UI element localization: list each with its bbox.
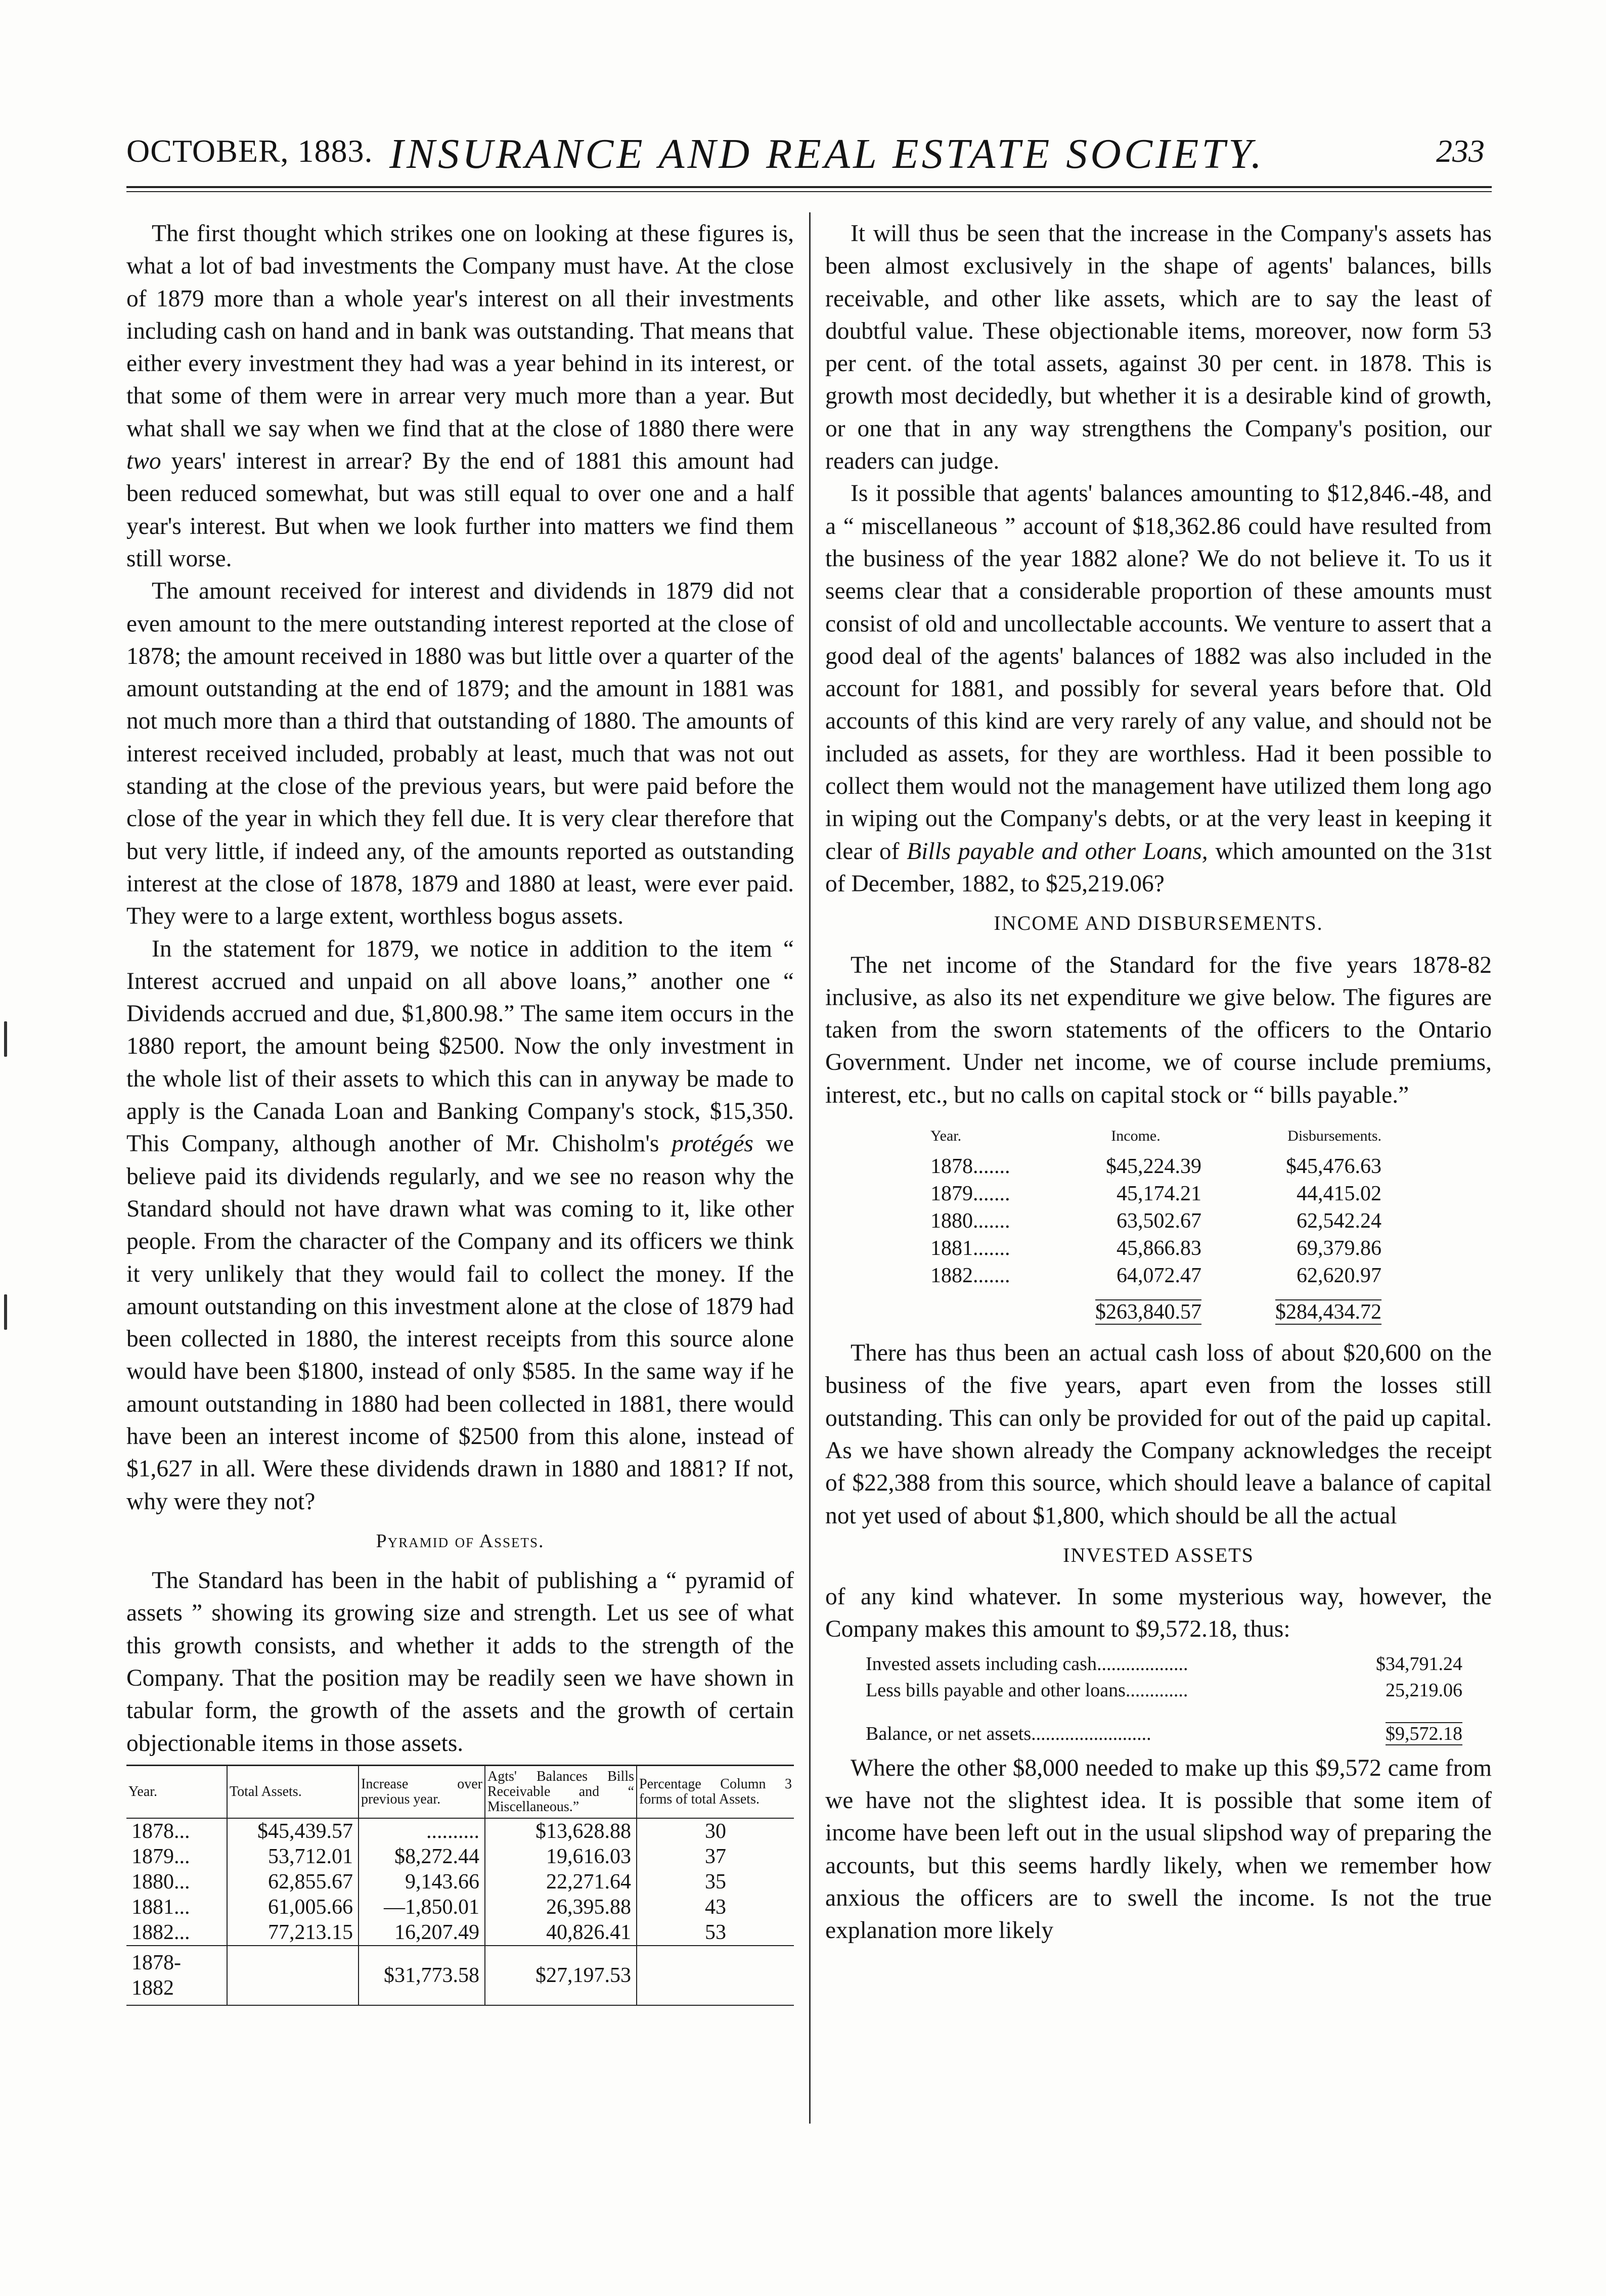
paragraph: The Standard has been in the habit of publishing a “ pyramid of assets ” showing its growing size and strength. Let us see of what this growth consists, and whether it adds to the strength of the Company. That the position may be readily seen we have shown in tabular form, the growth of the assets and the growth of certain objectionable items in those assets.	[126, 1567, 794, 1757]
column-header: Year.	[930, 1128, 962, 1145]
table-row: 1880....... 63,502.67 62,542.24	[930, 1209, 1381, 1233]
journal-title: INSURANCE AND REAL ESTATE SOCIETY.	[389, 130, 1265, 177]
header-rule	[126, 186, 1492, 192]
paragraph: of any kind whatever. In some mysterious way, however, the Company makes this amount to $9,572.18, thus:	[825, 1584, 1492, 1643]
statement-balance-row: Balance, or net assets......................... $9,572.18	[866, 1723, 1462, 1744]
paragraph: The first thought which strikes one on looking at these figures is, what a lot of bad investments the Company must have. At the close of 1879 more than a whole year's interest on all their investments including cash on hand and in bank was outstanding. That means that either every investment they had was a year behind in its interest, or that some of them were in arrear very much more than a year. But what shall we say when we find that at the close of 1880 there were two years' interest in arrear? By the end of 1881 this amount had been reduced somewhat, but was still equal to over one and a half year's interest. But when we look further into matters we find them still worse.	[126, 220, 794, 572]
table-row: 1879....... 45,174.21 44,415.02	[930, 1182, 1381, 1206]
table-row: 1878....... $45,224.39 $45,476.63	[930, 1155, 1381, 1179]
column-header: Disbursements.	[1287, 1128, 1381, 1145]
paragraph: It will thus be seen that the increase in the Company's assets has been almost exclusively in the shape of agents' balances, bills receivable, and other like assets, which are to say the least of doubtful value. These objectionable items, moreover, now form 53 per cent. of the total assets, against 30 per cent. in 1878. This is growth most decidedly, but whether it is a desirable kind of growth, or one that in any way strengthens the Company's position, our readers can judge.	[825, 220, 1492, 475]
column-header: Income.	[1111, 1128, 1161, 1145]
paragraph: In the statement for 1879, we notice in addition to the item “ Interest accrued and unpaid on all above loans,” another one “ Dividends accrued and due, $1,800.98.” The same item occurs in the 1880 report, the amount being $2500. Now the only investment in the whole list of their assets to which this can in anyway be made to apply is the Canada Loan and Banking Company's stock, $15,350. This Company, although another of Mr. Chisholm's protégés we believe paid its dividends regularly, and we see no reason why the Standard should not have drawn what was coming to it, like other people. From the character of the Company and its officers we think it very unlikely that they would fail to collect the money. If the amount outstanding on this investment alone at the close of 1879 had been collected in 1880, the interest receipts from this source alone would have been $1800, instead of only $585. In the same way if he amount outstanding in 1880 had been collected in 1881, there would have been an interest income of $2500 from this alone, instead of $1,627 in all. Were these dividends drawn in 1880 and 1881? If not, why were they not?	[126, 935, 794, 1515]
issue-date: OCTOBER, 1883.	[126, 133, 373, 169]
margin-mark	[4, 1294, 7, 1330]
pyramid-of-assets-table	[126, 1765, 794, 2006]
paragraph: There has thus been an actual cash loss of about $20,600 on the business of the five years, apart even from the losses still outstanding. This can only be provided for out of the paid up capital. As we have shown already the Company acknowledges the receipt of $22,388 from this source, which should leave a balance of capital not yet used of about $1,800, which should be all the actual	[825, 1340, 1492, 1529]
margin-mark	[4, 1021, 7, 1057]
table-total-row: $263,840.57 $284,434.72	[1095, 1300, 1381, 1324]
income-disbursements-table	[926, 1122, 1386, 1326]
table-total-row: 1878-1882 $31,773.58 $27,197.53	[126, 1946, 794, 2005]
page-number: 233	[1436, 133, 1485, 169]
column-header: Increase over previous year.	[359, 1765, 485, 1818]
table-row: 1878... $45,439.57 .......... $13,628.88 30	[126, 1818, 794, 1844]
paragraph: Is it possible that agents' balances amounting to $12,846.-48, and a “ miscellaneous ” account of $18,362.86 could have resulted from the business of the year 1882 alone? We do not believe it. To us it seems clear that a considerable proportion of these amounts must consist of old and uncollectable accounts. We venture to assert that a good deal of the agents' balances of 1882 was also included in the account for 1881, and possibly for several years before that. Old accounts of this kind are very rarely of any value, and should not be included as assets, for they are worthless. Had it been possible to collect them would not the management have utilized them long ago in wiping out the Company's debts, or at the very least in keeping it clear of Bills payable and other Loans, which amounted on the 31st of December, 1882, to $25,219.06?	[825, 480, 1492, 897]
table-row: 1882... 77,213.15 16,207.49 40,826.41 53	[126, 1920, 794, 1946]
section-heading: INVESTED ASSETS	[1063, 1543, 1254, 1566]
table-row: 1879... 53,712.01 $8,272.44 19,616.03 37	[126, 1844, 794, 1869]
paragraph: Where the other $8,000 needed to make up this $9,572 came from we have not the slightest idea. It is possible that some item of income have been left out in the usual slipshod way of preparing the accounts, but this seems hardly likely, when we remember how anxious the officers are to swell the income. Is not the true explanation more likely	[825, 1754, 1492, 1944]
table-row: 1882....... 64,072.47 62,620.97	[930, 1264, 1381, 1288]
statement-row: Less bills payable and other loans............. 25,219.06	[866, 1679, 1462, 1701]
left-column	[126, 217, 794, 2006]
table-row: 1880... 62,855.67 9,143.66 22,271.64 35	[126, 1869, 794, 1895]
section-heading: INCOME AND DISBURSEMENTS.	[994, 912, 1323, 935]
running-header	[126, 132, 1485, 188]
column-header: Agts' Balances Bills Receivable and “ Miscellaneous.”	[485, 1765, 637, 1818]
column-divider	[809, 212, 811, 2124]
section-heading: Pyramid of Assets.	[376, 1530, 545, 1552]
column-header: Total Assets.	[227, 1765, 359, 1818]
table-row: 1881....... 45,866.83 69,379.86	[930, 1237, 1381, 1260]
paragraph: The net income of the Standard for the five years 1878-82 inclusive, as also its net expenditure we give below. The figures are taken from the sworn statements of the officers to the Ontario Government. Under net income, we of course include premiums, interest, etc., but no calls on capital stock or “ bills payable.”	[825, 952, 1492, 1108]
column-header: Year.	[126, 1765, 227, 1818]
column-header: Percentage Column 3 forms of total Assets.	[637, 1765, 794, 1818]
paragraph: The amount received for interest and dividends in 1879 did not even amount to the mere outstanding interest reported at the close of 1878; the amount received in 1880 was but little over a quarter of the amount outstanding at the end of 1879; and the amount in 1881 was not much more than a third that outstanding of 1880. The amounts of interest received included, probably at least, much that was not out standing at the close of the previous years, but were paid before the close of the year in which they fell due. It is very clear therefore that but very little, if indeed any, of the amounts reported as outstanding interest at the close of 1878, 1879 and 1880 at least, were ever paid. They were to a large extent, worthless bogus assets.	[126, 578, 794, 930]
statement-row: Invested assets including cash................... $34,791.24	[866, 1653, 1462, 1675]
invested-assets-statement	[866, 1651, 1462, 1747]
right-column	[825, 217, 1492, 1947]
table-row: 1881... 61,005.66 —1,850.01 26,395.88 43	[126, 1895, 794, 1920]
